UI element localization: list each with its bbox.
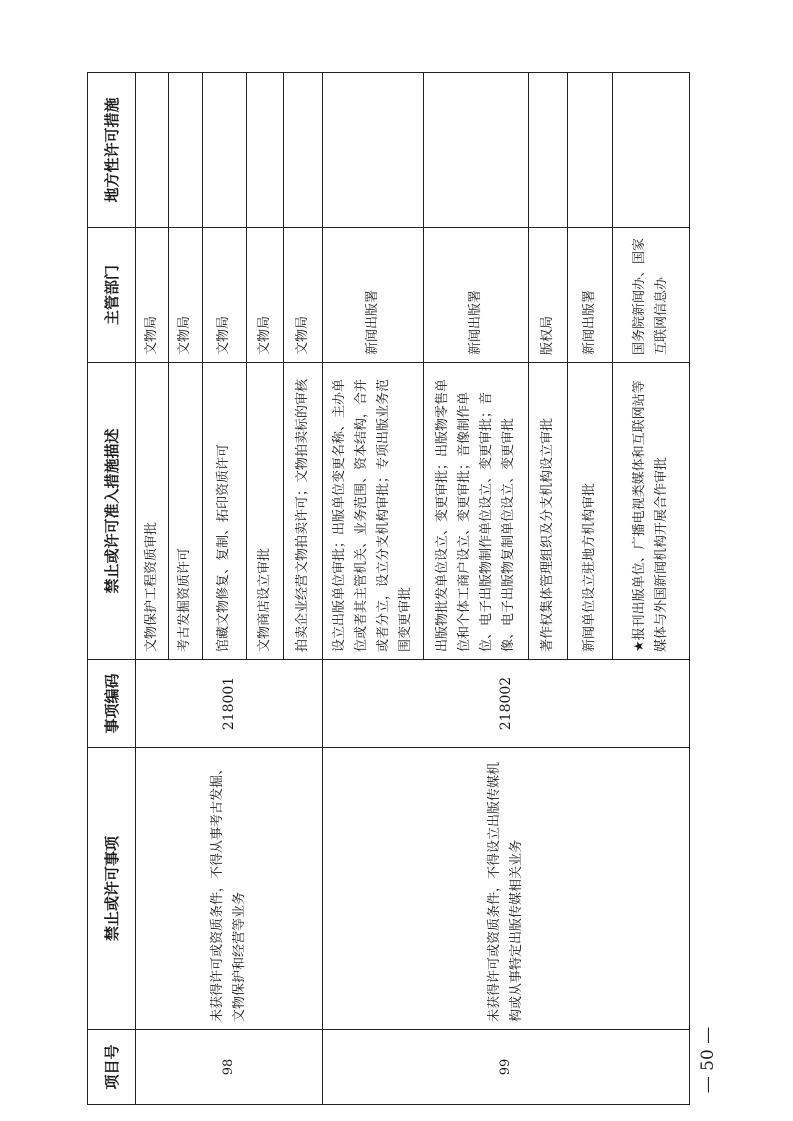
dept-cell: 文物局 <box>202 228 246 363</box>
header-code: 事项编码 <box>88 660 136 748</box>
measure-cell: 考古发掘资质许可 <box>169 363 202 660</box>
header-item: 禁止或许可事项 <box>88 748 136 1030</box>
dept-cell: 文物局 <box>283 228 322 363</box>
item-cell: 未获得许可或资质条件，不得设立出版传媒机构或从事特定出版传媒相关业务 <box>322 748 689 1030</box>
measure-cell: 馆藏文物修复、复制、拓印资质许可 <box>202 363 246 660</box>
measure-cell: 著作权集体管理组织及分支机构设立审批 <box>529 363 568 660</box>
local-cell <box>529 73 568 228</box>
code-cell: 218002 <box>322 660 689 748</box>
measure-text: 报刊出版单位、广播电视类媒体和互联网站等媒体与外国新闻机构开展合作审批 <box>631 380 669 652</box>
permit-table <box>87 72 690 1105</box>
measure-cell: 设立出版单位审批；出版单位变更名称、主办单位或者其主管机关、业务范围、资本结构，合并或者分立，设立分支机构审批；专项出版业务范围变更审批 <box>322 363 424 660</box>
header-measure: 禁止或许可准入措施描述 <box>88 363 136 660</box>
local-cell <box>246 73 283 228</box>
dept-cell: 国务院新闻办、国家互联网信息办 <box>612 228 689 363</box>
local-cell <box>424 73 529 228</box>
measure-cell: 出版物批发单位设立、变更审批；出版物零售单位和个体工商户设立、变更审批；音像制作单位、电子出版物制作单位设立、变更审批；音像、电子出版物复制单位设立、变更审批 <box>424 363 529 660</box>
local-cell <box>169 73 202 228</box>
local-cell <box>612 73 689 228</box>
dept-cell: 新闻出版署 <box>322 228 424 363</box>
local-cell <box>136 73 169 228</box>
local-cell <box>202 73 246 228</box>
local-cell <box>567 73 612 228</box>
item-cell: 未获得许可或资质条件，不得从事考古发掘、文物保护和经营等业务 <box>136 748 322 1030</box>
measure-cell: 文物商店设立审批 <box>246 363 283 660</box>
dept-cell: 新闻出版署 <box>424 228 529 363</box>
header-row <box>88 73 136 1105</box>
local-cell <box>322 73 424 228</box>
header-item-no: 项目号 <box>88 1030 136 1105</box>
header-dept: 主管部门 <box>88 228 136 363</box>
item-no-cell: 98 <box>136 1030 322 1105</box>
dept-cell: 文物局 <box>169 228 202 363</box>
page-number-text: — 50 — <box>698 1026 719 1094</box>
table-row <box>136 73 169 1105</box>
dept-cell: 文物局 <box>136 228 169 363</box>
code-cell: 218001 <box>136 660 322 748</box>
star-icon: ★ <box>631 640 647 652</box>
page-number <box>688 1020 728 1100</box>
rotated-table-frame <box>87 73 690 1105</box>
dept-cell: 新闻出版署 <box>567 228 612 363</box>
measure-cell: 文物保护工程资质审批 <box>136 363 169 660</box>
measure-cell: 新闻单位设立驻地方机构审批 <box>567 363 612 660</box>
measure-cell <box>612 363 689 660</box>
item-no-cell: 99 <box>322 1030 689 1105</box>
table-row <box>322 73 424 1105</box>
header-local: 地方性许可措施 <box>88 73 136 228</box>
dept-cell: 版权局 <box>529 228 568 363</box>
dept-cell: 文物局 <box>246 228 283 363</box>
measure-cell: 拍卖企业经营文物拍卖许可；文物拍卖标的审核 <box>283 363 322 660</box>
local-cell <box>283 73 322 228</box>
